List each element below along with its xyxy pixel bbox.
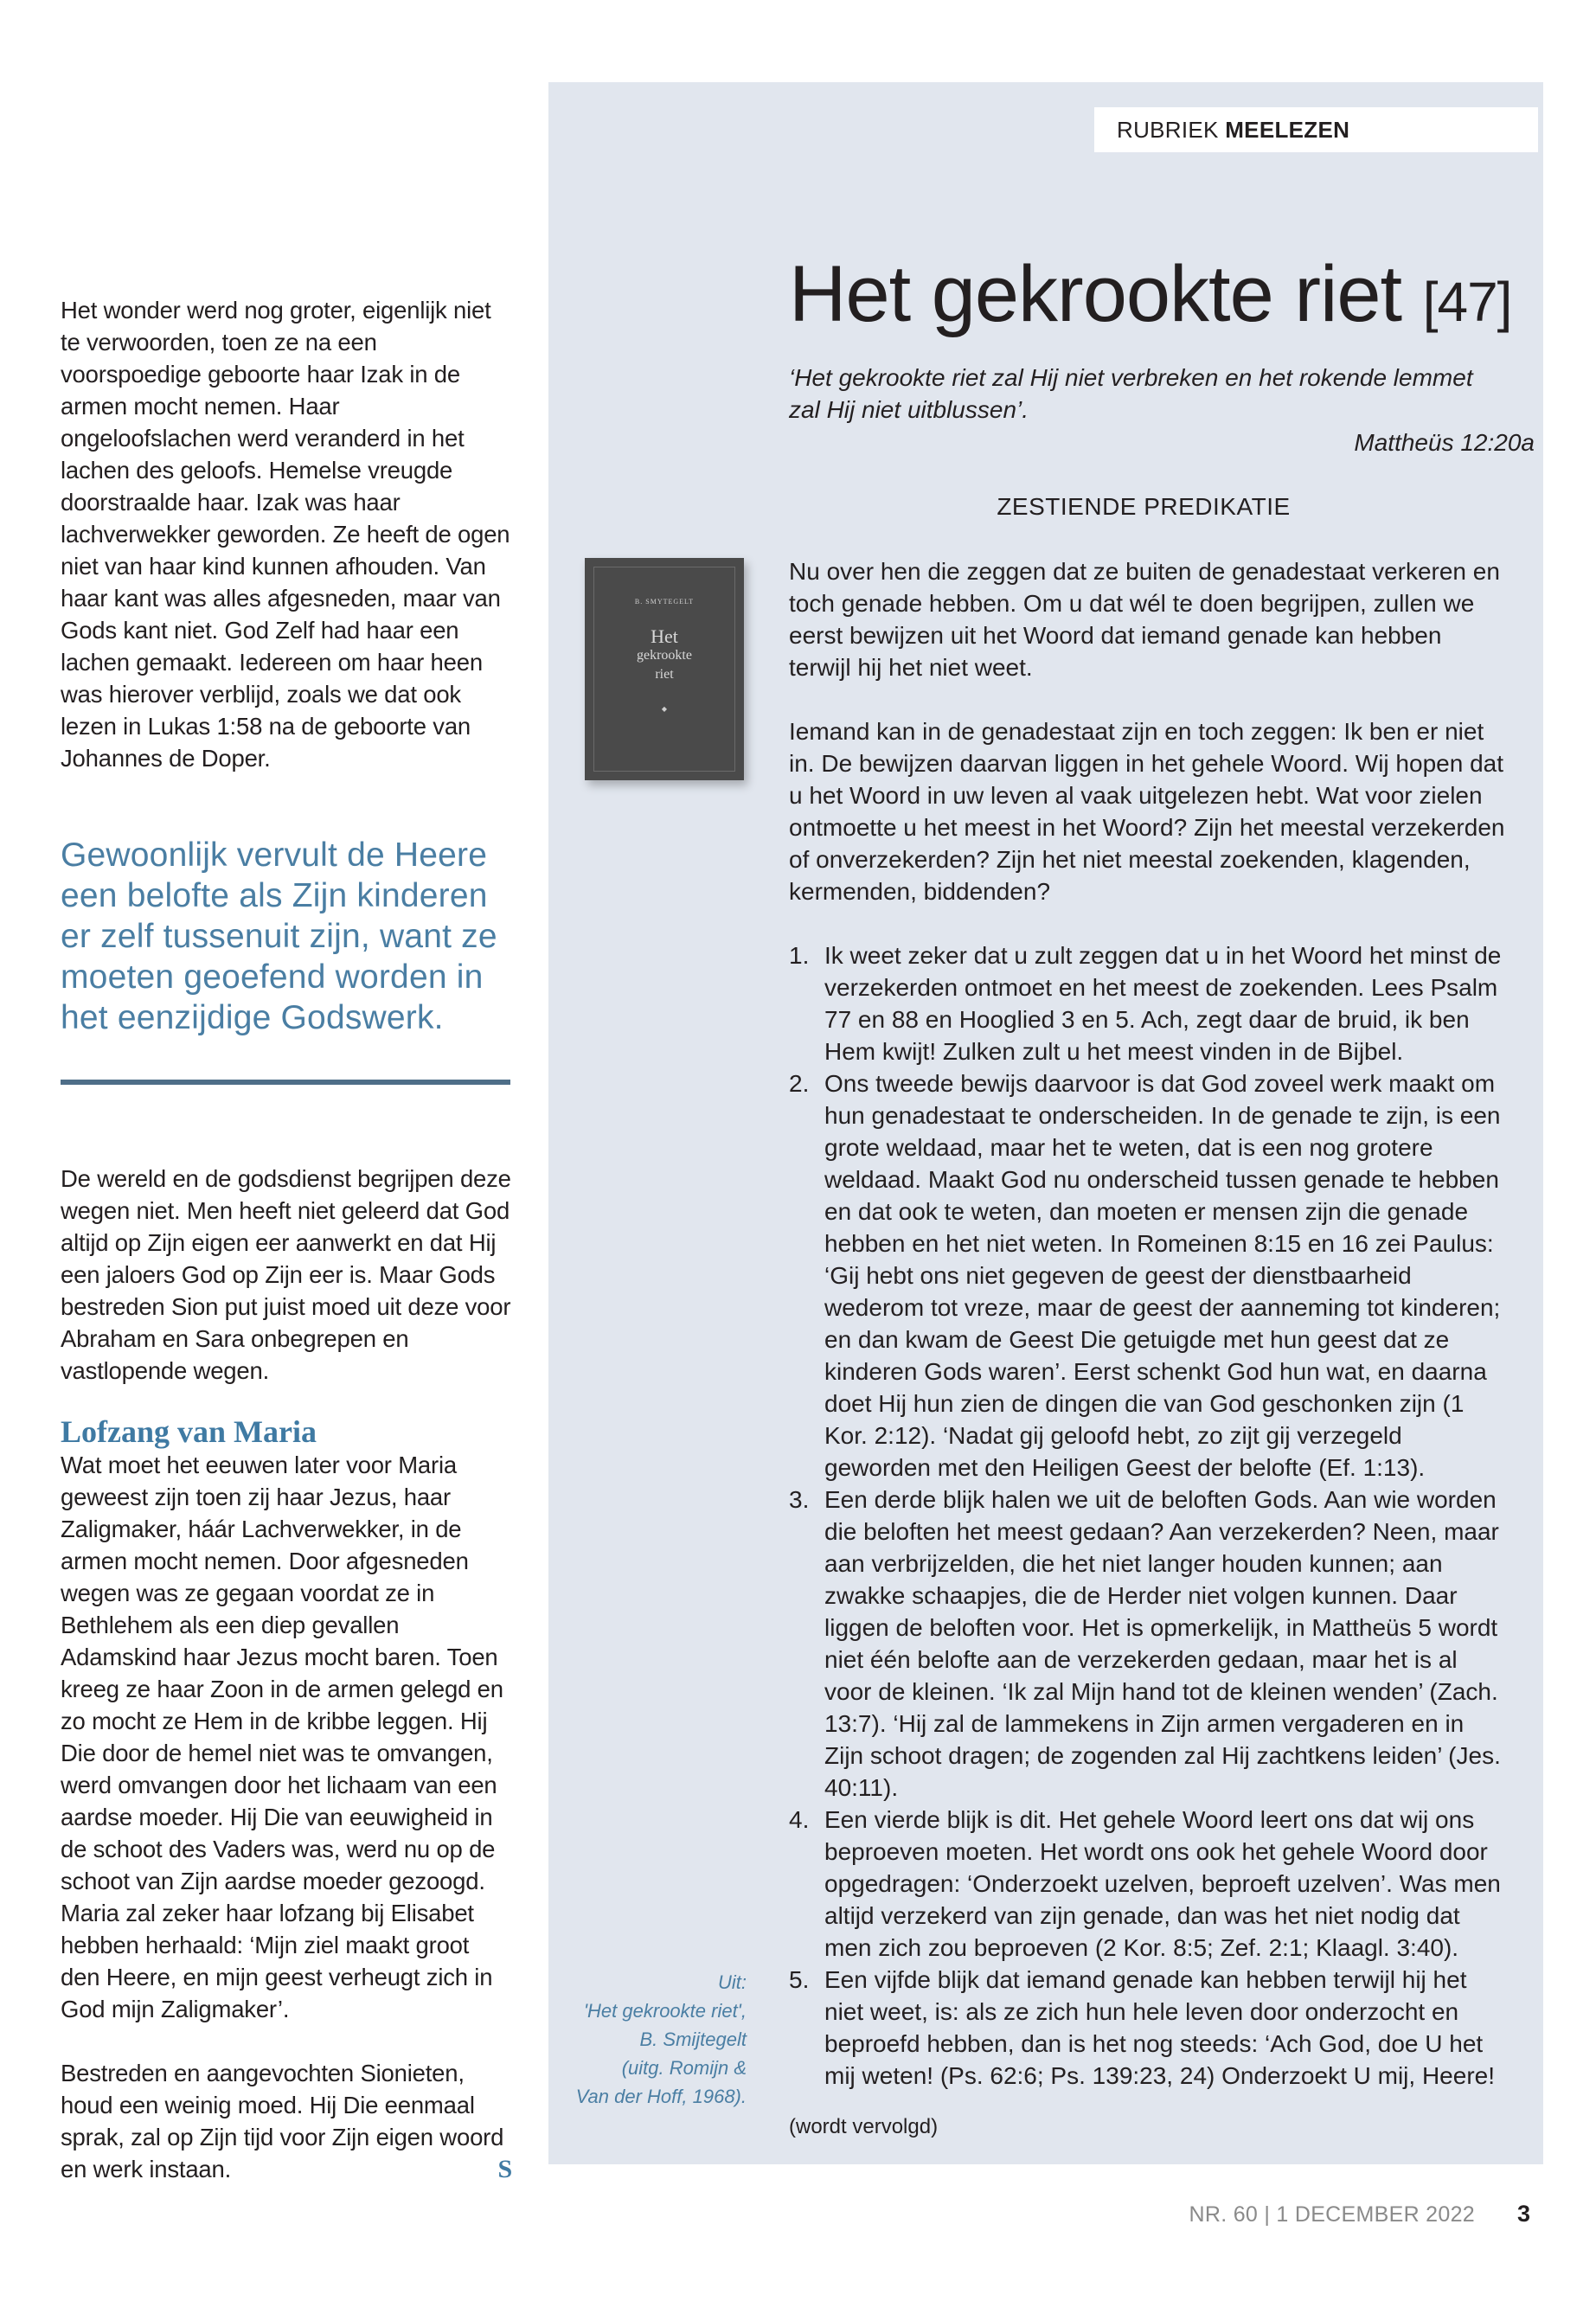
caption-line-3: B. Smijtegelt: [639, 2029, 747, 2050]
rubric-name: MEELEZEN: [1225, 117, 1350, 143]
pull-quote: Gewoonlijk vervult de Heere een belofte als Zijn kinderen er zelf tussenuit zijn, want ze moeten geoefend worden in het eenzijdige Godswerk.: [61, 836, 497, 1036]
intro-reference: Mattheüs 12:20a: [1354, 429, 1535, 456]
caption-line-1: Uit:: [718, 1971, 747, 1993]
book-cover-ornament-icon: ◆: [661, 705, 668, 713]
issue-info: NR. 60 | 1 DECEMBER 2022: [1189, 2202, 1475, 2227]
left-paragraph-4: [61, 2057, 512, 2185]
list-item-number: 1.: [789, 942, 810, 969]
list-item-text: Een vierde blijk is dit. Het gehele Woord leert ons dat wij ons beproeven moeten. Het wordt ons ook het gehele Woord door opgedragen: ‘Onderzoekt uzelven, beproeft uzelven’. Was men altijd verzekerd van zijn genade, dan was het niet nodig dat men zich zou beproeven (2 Kor. 8:5; Zef. 2:1; Klaagl. 3:40).: [824, 1806, 1501, 1961]
list-item-number: 2.: [789, 1070, 810, 1097]
image-caption: [522, 1968, 747, 2111]
intro-quote: ‘Het gekrookte riet zal Hij niet verbreken en het rokende lemmet zal Hij niet uitblussen’.: [789, 364, 1473, 423]
list-item-text: Een derde blijk halen we uit de beloften Gods. Aan wie worden die beloften het meest gedaan? Aan verzekerden? Neen, maar aan verbrijzelden, die het niet langer houden kunnen; aan zwakke schaapjes, die de Herder niet volgen kunnen. Daar liggen de beloften voor. Het is opmerkelijk, in Mattheüs 5 wordt niet één belofte aan de verzekerden gedaan, maar het is al voor de kleinen. ‘Ik zal Mijn hand tot de kleinen wenden’ (Zach. 13:7). ‘Hij zal de lammekens in Zijn armen vergaderen en in Zijn schoot dragen; de zogenden zal Hij zachtkens leiden’ (Jes. 40:11).: [824, 1486, 1501, 1801]
left-paragraph-2: De wereld en de godsdienst begrijpen deze wegen niet. Men heeft niet geleerd dat God altijd op Zijn eigen eer aanwerkt en dat Hij een jaloers God op Zijn eer is. Maar Gods bestreden Sion put juist moed uit deze voor Abraham en Sara onbegrepen en vastlopende wegen.: [61, 1165, 511, 1384]
list-item: [789, 1067, 1507, 1484]
list-item-number: 5.: [789, 1966, 810, 1993]
divider-rule: [61, 1080, 510, 1085]
left-column: [61, 294, 512, 2185]
book-cover-image: [585, 558, 744, 780]
book-cover-title-line3: riet: [655, 667, 674, 682]
list-item-number: 3.: [789, 1486, 810, 1513]
rubric-prefix: RUBRIEK: [1117, 117, 1219, 143]
book-cover-title-line1: Het: [651, 625, 678, 647]
left-paragraph-1: Het wonder werd nog groter, eigenlijk niet te verwoorden, toen ze na een voorspoedige geboorte haar Izak in de armen mocht nemen. Haar ongeloofslachen werd veranderd in het lachen des geloofs. Hemelse vreugde doorstraalde haar. Izak was haar lachverwekker geworden. Ze heeft de ogen niet van haar kind kunnen afhouden. Van haar kant was alles afgesneden, maar van Gods kant niet. God Zelf had haar een lachen gemaakt. Iedereen om haar heen was hierover verblijd, zoals we dat ook lezen in Lukas 1:58 na de geboorte van Johannes de Doper.: [61, 297, 510, 772]
article-title-text: Het gekrookte riet: [789, 250, 1402, 338]
list-item: [789, 939, 1507, 1067]
caption-line-5: Van der Hoff, 1968).: [575, 2086, 747, 2107]
caption-line-2: 'Het gekrookte riet',: [583, 2000, 747, 2022]
article-title: [789, 251, 1511, 345]
list-item: [789, 1484, 1507, 1804]
left-paragraph-3: Wat moet het eeuwen later voor Maria geweest zijn toen zij haar Jezus, haar Zaligmaker, háár Lachverwekker, in de armen mocht nemen. Door afgesneden wegen was ze gegaan voordat ze in Bethlehem als een diep gevallen Adamskind haar Jezus mocht baren. Toen kreeg ze haar Zoon in de armen gelegd en zo mocht ze Hem in de kribbe leggen. Hij Die door de hemel niet was te omvangen, werd omvangen door het lichaam van een aardse moeder. Hij Die van eeuwigheid in de schoot des Vaders was, werd nu op de schoot van Zijn aardse moeder gezoogd. Maria zal zeker haar lofzang bij Elisabet hebben herhaald: ‘Mijn ziel maakt groot den Heere, en mijn geest verheugt zich in God mijn Zaligmaker’.: [61, 1452, 503, 2022]
to-be-continued: (wordt vervolgd): [789, 2115, 939, 2138]
end-mark-icon: S: [497, 2155, 512, 2183]
left-paragraph-4-text: Bestreden en aangevochten Sionieten, houd een weinig moed. Hij Die eenmaal sprak, zal op Zijn tijd voor Zijn eigen woord en werk instaan.: [61, 2060, 504, 2182]
list-item-text: Een vijfde blijk dat iemand genade kan hebben terwijl hij het niet weet, is: als ze zich hun hele leven door onderzocht en beproefd hebben, dan is het nog steeds: ‘Ach God, doe U het mij weten! (Ps. 62:6; Ps. 139:23, 24) Onderzoekt U mij, Heere!: [824, 1966, 1496, 2089]
book-cover-title: [585, 627, 744, 684]
sermon-heading: ZESTIENDE PREDIKATIE: [997, 493, 1291, 520]
proof-list: [789, 939, 1507, 2092]
list-item-number: 4.: [789, 1806, 810, 1833]
page-number: 3: [1517, 2201, 1531, 2227]
book-cover-author: B. SMYTEGELT: [634, 598, 695, 606]
article-number: [47]: [1422, 271, 1512, 333]
article-body: [789, 555, 1507, 2143]
subheading-lofzang: Lofzang van Maria: [61, 1414, 317, 1449]
article-paragraph-1: Nu over hen die zeggen dat ze buiten de genadestaat verkeren en toch genade hebben. Om u dat wél te doen begrijpen, zullen we eerst bewijzen uit het Woord dat iemand genade kan hebben terwijl hij het niet weet.: [789, 558, 1500, 681]
rubric-label: [1094, 107, 1538, 152]
list-item-text: Ik weet zeker dat u zult zeggen dat u in het Woord het minst de verzekerden ontmoet en het meest de zoekenden. Lees Psalm 77 en 88 en Hooglied 3 en 5. Ach, zegt daar de bruid, ik ben Hem kwijt! Zulken zult u het meest vinden in de Bijbel.: [824, 942, 1502, 1065]
article-paragraph-2: Iemand kan in de genadestaat zijn en toch zeggen: Ik ben er niet in. De bewijzen daarvan liggen in het gehele Woord. Wij hopen dat u het Woord in uw leven al vaak uitgelezen hebt. Wat voor zielen ontmoette u het meest in het Woord? Zijn het meestal verzekerden of onverzekerden? Zijn het niet meestal zoekenden, klagenden, kermenden, biddenden?: [789, 718, 1505, 905]
list-item-text: Ons tweede bewijs daarvoor is dat God zoveel werk maakt om hun genadestaat te onderscheiden. In de genade te zijn, is een grote weldaad, maar het te weten, dat is een nog grotere weldaad. Maakt God nu onderscheid tussen genade te hebben en dat ook te weten, dan moeten er mensen zijn die genade hebben en het niet weten. In Romeinen 8:15 en 16 zei Paulus: ‘Gij hebt ons niet gegeven de geest der dienstbaarheid wederom tot vreze, maar de geest der aanneming tot kinderen; en dan kwam de Geest Die getuigde met hun geest dat ze kinderen Gods waren’. Eerst schenkt God hun wat, en daarna doet Hij hun zien de dingen die van God geschonken zijn (1 Kor. 2:12). ‘Nadat gij geloofd hebt, zo zijt gij verzegeld geworden met den Heiligen Geest der belofte (Ef. 1:13).: [824, 1070, 1501, 1481]
list-item: [789, 1804, 1507, 1964]
book-cover-title-line2: gekrookte: [637, 648, 692, 663]
caption-line-4: (uitg. Romijn &: [621, 2057, 747, 2079]
list-item: [789, 1964, 1507, 2092]
